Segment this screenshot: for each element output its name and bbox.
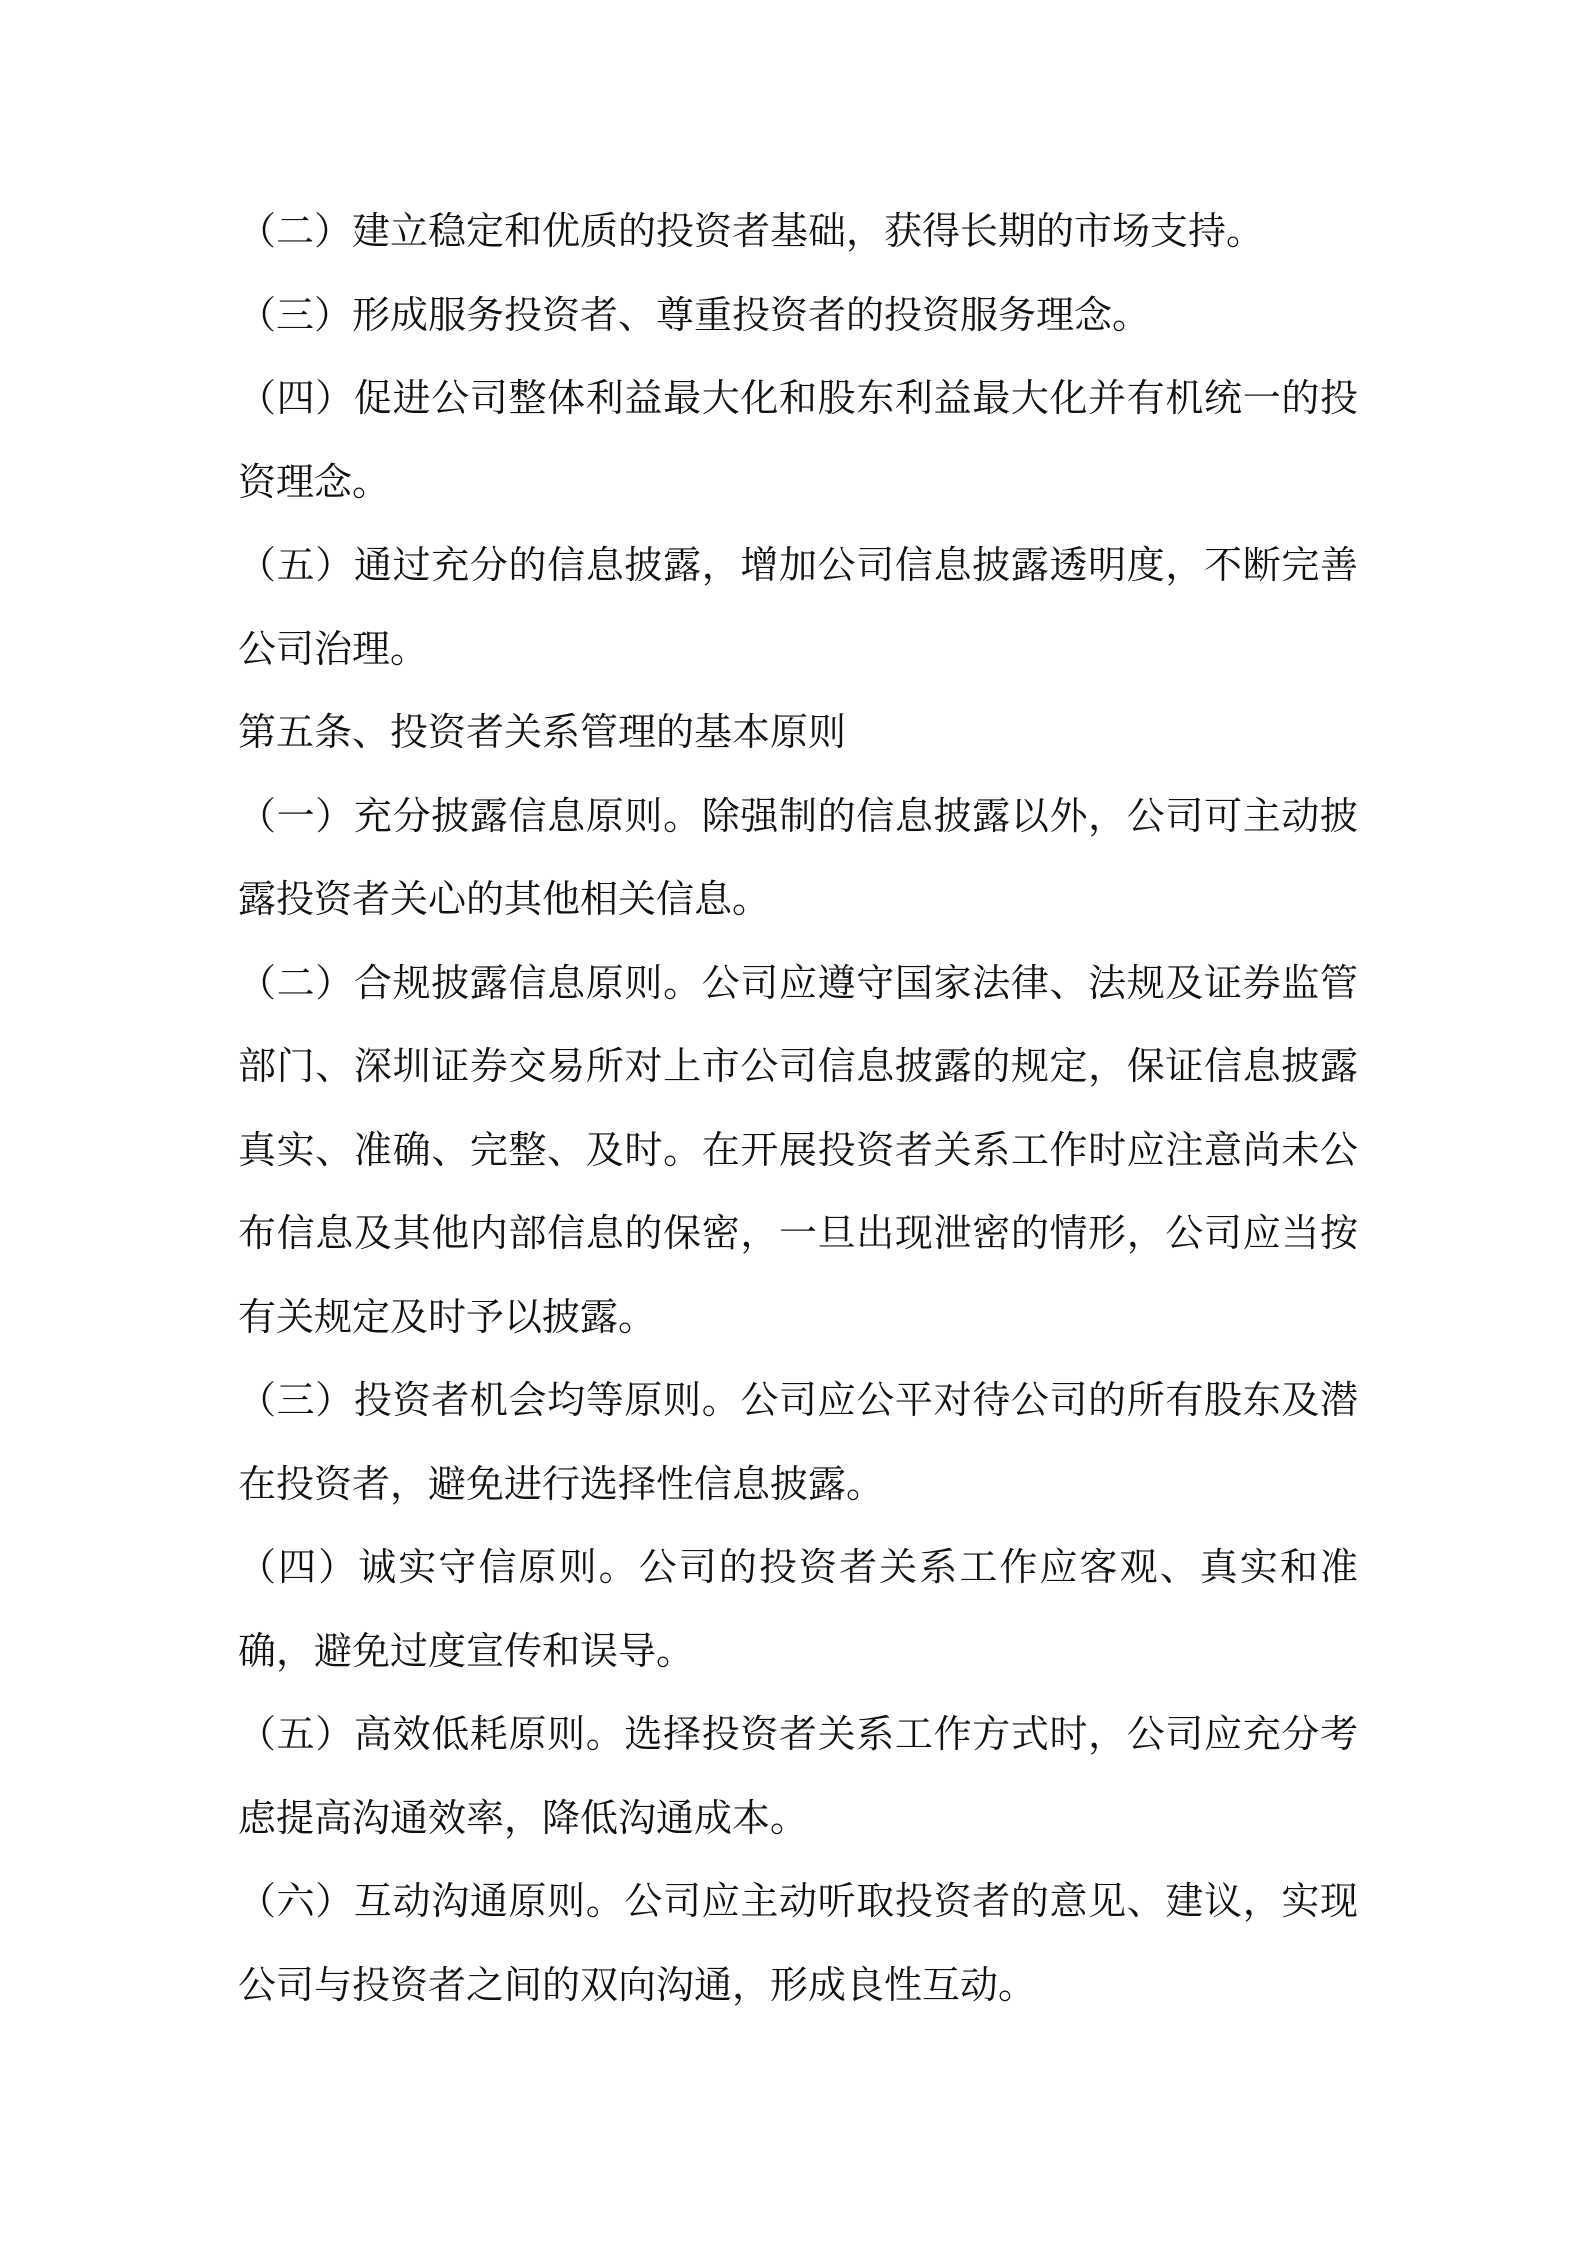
paragraph-2-investor-base: （二）建立稳定和优质的投资者基础，获得长期的市场支持。 [238, 209, 1265, 253]
article-5-heading: 第五条、投资者关系管理的基本原则 [238, 710, 847, 754]
principle-4-honesty: （四）诚实守信原则。公司的投资者关系工作应客观、真实和准确，避免过度宣传和误导。 [238, 1545, 1358, 1673]
paragraph-4-interest-maximization: （四）促进公司整体利益最大化和股东利益最大化并有机统一的投资理念。 [238, 376, 1358, 504]
principle-3-equal-opportunity: （三）投资者机会均等原则。公司应公平对待公司的所有股东及潜在投资者，避免进行选择性信息披露。 [238, 1378, 1358, 1506]
principle-6-interactive-communication: （六）互动沟通原则。公司应主动听取投资者的意见、建议，实现公司与投资者之间的双向沟通，形成良性互动。 [238, 1879, 1358, 2007]
principle-1-full-disclosure: （一）充分披露信息原则。除强制的信息披露以外，公司可主动披露投资者关心的其他相关信息。 [238, 793, 1358, 921]
principle-5-efficiency: （五）高效低耗原则。选择投资者关系工作方式时，公司应充分考虑提高沟通效率，降低沟通成本。 [238, 1712, 1358, 1840]
document-body [238, 190, 1358, 2027]
paragraph-3-service-concept: （三）形成服务投资者、尊重投资者的投资服务理念。 [238, 292, 1151, 337]
paragraph-5-disclosure-transparency: （五）通过充分的信息披露，增加公司信息披露透明度，不断完善公司治理。 [238, 543, 1358, 671]
principle-2-compliant-disclosure: （二）合规披露信息原则。公司应遵守国家法律、法规及证券监管部门、深圳证券交易所对上市公司信息披露的规定，保证信息披露真实、准确、完整、及时。在开展投资者关系工作时应注意尚未公布信息及其他内部信息的保密，一旦出现泄密的情形，公司应当按有关规定及时予以披露。 [238, 960, 1358, 1339]
